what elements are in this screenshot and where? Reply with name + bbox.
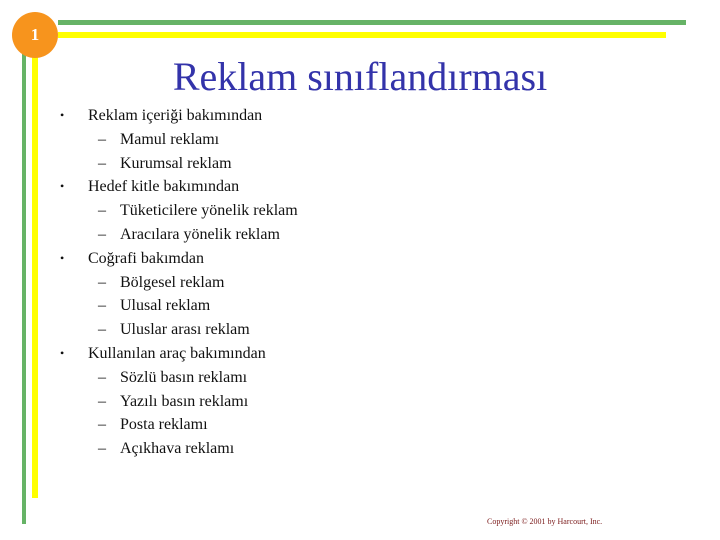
dash-icon: – bbox=[98, 154, 106, 172]
left-green-rule bbox=[22, 36, 26, 524]
sub-item bbox=[58, 366, 618, 390]
sub-item bbox=[58, 271, 618, 295]
bullet-icon: • bbox=[60, 108, 65, 122]
list-item-label: Reklam içeriği bakımından bbox=[88, 107, 263, 124]
dash-icon: – bbox=[98, 321, 106, 339]
top-green-rule bbox=[58, 20, 686, 25]
bullet-icon: • bbox=[60, 179, 65, 194]
dash-icon: – bbox=[98, 392, 106, 410]
dash-icon: – bbox=[98, 297, 106, 315]
dash-icon: – bbox=[98, 440, 106, 458]
list-item-label: Kullanılan araç bakımından bbox=[88, 344, 266, 362]
list-item bbox=[58, 104, 618, 128]
slide-title: Reklam sınıflandırması bbox=[172, 54, 548, 99]
left-yellow-rule bbox=[32, 36, 38, 498]
sub-item-label: Tüketicilere yönelik reklam bbox=[120, 202, 298, 220]
dash-icon: – bbox=[98, 225, 106, 243]
sub-item bbox=[58, 223, 618, 247]
list-item bbox=[58, 342, 618, 366]
dash-icon: – bbox=[98, 202, 106, 220]
sub-item-label: Posta reklamı bbox=[120, 416, 208, 434]
dash-icon: – bbox=[98, 416, 106, 434]
sub-item-label: Sözlü basın reklamı bbox=[120, 368, 248, 386]
slide-number: 1 bbox=[30, 25, 40, 44]
sub-item-label: Ulusal reklam bbox=[120, 297, 211, 315]
sub-item bbox=[58, 318, 618, 342]
dash-icon: – bbox=[98, 130, 106, 148]
list-item bbox=[58, 175, 618, 199]
copyright-notice: Copyright © 2001 by Harcourt, Inc. bbox=[487, 517, 603, 526]
dash-icon: – bbox=[98, 273, 106, 291]
sub-item-label: Bölgesel reklam bbox=[120, 273, 225, 291]
sub-item bbox=[58, 152, 618, 176]
sub-item-label: Kurumsal reklam bbox=[120, 154, 232, 172]
bullet-icon: • bbox=[60, 250, 65, 265]
sub-item bbox=[58, 294, 618, 318]
sub-item-label: Açıkhava reklamı bbox=[120, 440, 235, 458]
sub-item bbox=[58, 199, 618, 223]
sub-item-label: Aracılara yönelik reklam bbox=[120, 225, 280, 243]
bullet-list bbox=[58, 104, 618, 461]
list-item-label: Hedef kitle bakımından bbox=[88, 178, 240, 196]
list-item bbox=[58, 247, 618, 271]
sub-item-label: Uluslar arası reklam bbox=[120, 321, 250, 339]
list-item-label: Coğrafi bakımdan bbox=[88, 249, 204, 267]
sub-item bbox=[58, 437, 618, 461]
top-yellow-rule bbox=[58, 32, 666, 38]
sub-item bbox=[58, 128, 618, 152]
sub-item bbox=[58, 413, 618, 437]
slide-title-container bbox=[0, 52, 720, 102]
sub-item bbox=[58, 390, 618, 414]
dash-icon: – bbox=[98, 368, 106, 386]
bullet-icon: • bbox=[60, 345, 65, 360]
sub-item-label: Yazılı basın reklamı bbox=[120, 392, 249, 410]
sub-item-label: Mamul reklamı bbox=[120, 130, 220, 148]
